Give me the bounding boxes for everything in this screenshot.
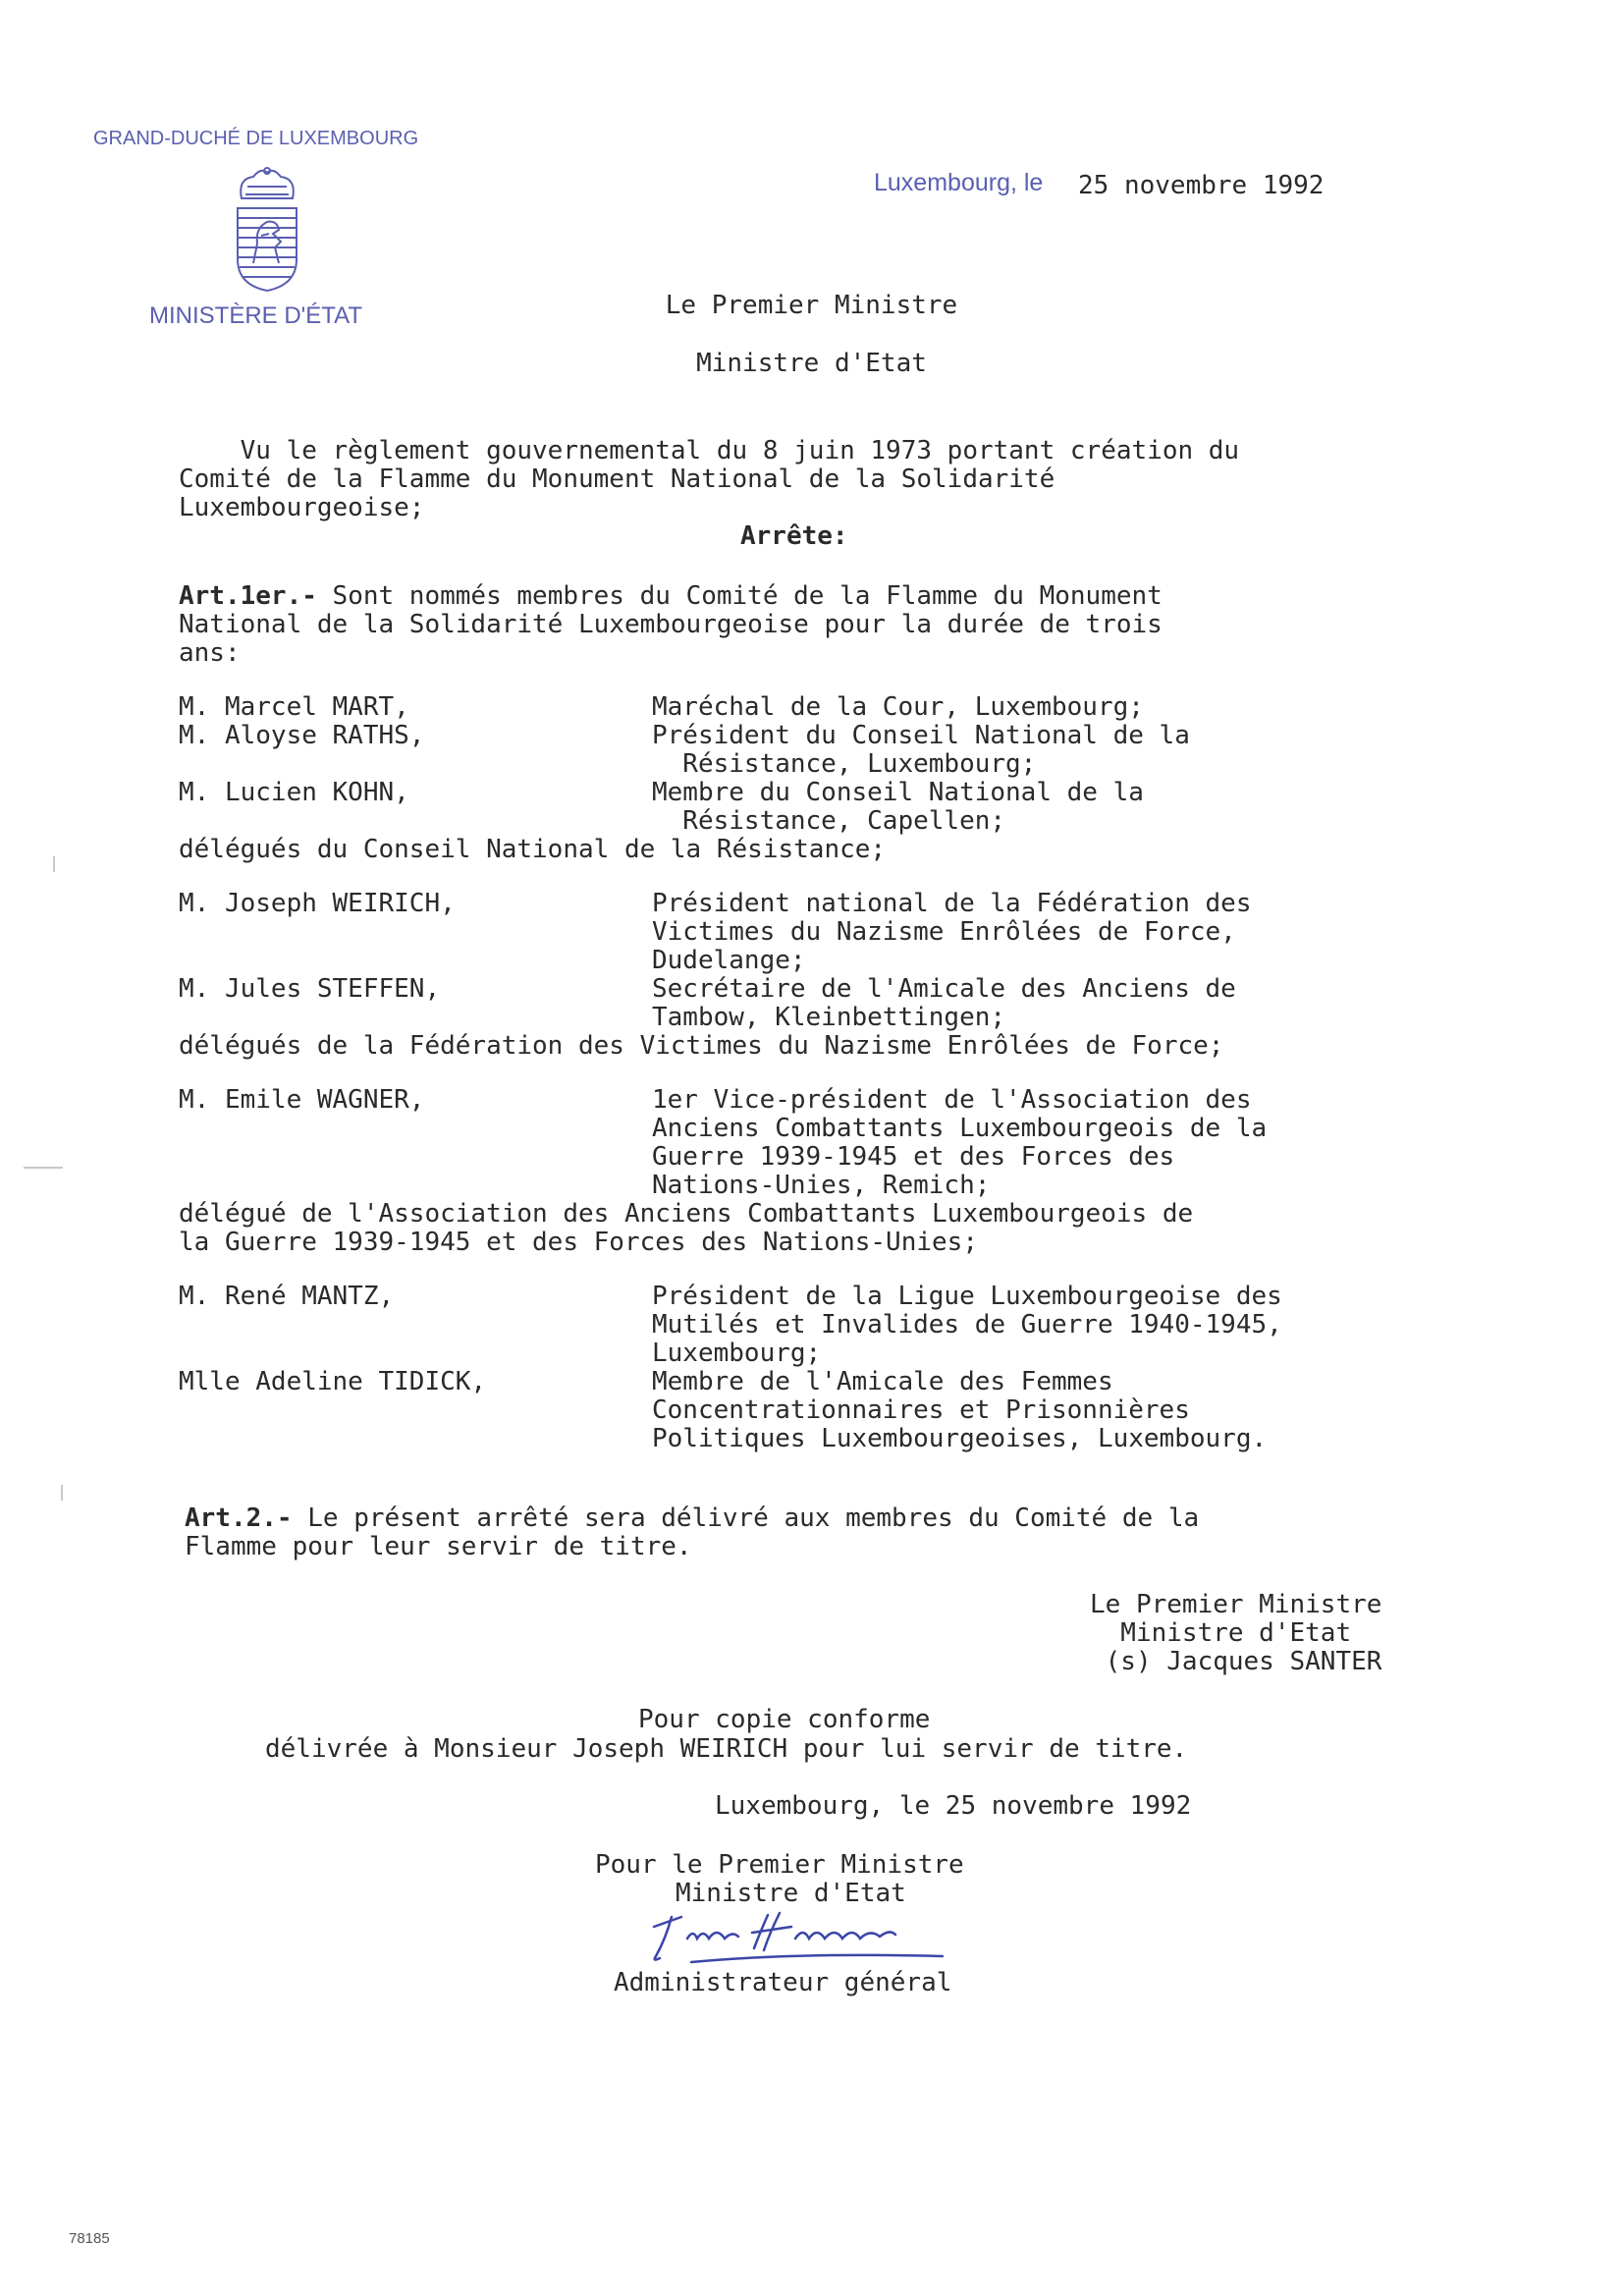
member-role: Dudelange; [652, 946, 806, 975]
article-2-line: Le présent arrêté sera délivré aux membres du Comité de la [292, 1503, 1200, 1533]
article-1-line: ans: [179, 638, 241, 668]
member-role: Tambow, Kleinbettingen; [652, 1003, 1006, 1032]
preamble-line: Comité de la Flamme du Monument National de la Solidarité [179, 465, 1055, 494]
article-2-line: Flamme pour leur servir de titre. [185, 1532, 692, 1561]
letterhead-country: GRAND-DUCHÉ DE LUXEMBOURG [93, 128, 419, 149]
preamble-line: Vu le règlement gouvernemental du 8 juin 1973 portant création du [179, 436, 1240, 465]
member-role: Concentrationnaires et Prisonnières [652, 1395, 1190, 1425]
signature-line: Le Premier Ministre [1090, 1590, 1382, 1619]
delegation-line: la Guerre 1939-1945 et des Forces des Nations-Unies; [179, 1228, 978, 1257]
delegation-line: délégués du Conseil National de la Résistance; [179, 835, 887, 864]
member-name: M. Lucien KOHN, [179, 778, 409, 807]
signature-for-minister: Pour le Premier Ministre [595, 1850, 964, 1880]
member-role: Président national de la Fédération des [652, 889, 1252, 918]
signature-line: Ministre d'Etat [1090, 1618, 1352, 1648]
title-ministre-etat: Ministre d'Etat [696, 349, 927, 378]
decree-word: Arrête: [740, 521, 848, 551]
delegation-line: délégués de la Fédération des Victimes du Nazisme Enrôlées de Force; [179, 1031, 1224, 1061]
member-role: Président du Conseil National de la [652, 721, 1190, 750]
article-2-label: Art.2.- [185, 1503, 293, 1533]
reference-number: 78185 [69, 2230, 110, 2247]
member-role: Luxembourg; [652, 1339, 822, 1368]
member-name: M. René MANTZ, [179, 1282, 395, 1311]
margin-mark [53, 856, 55, 872]
article-1-line: Sont nommés membres du Comité de la Flamme du Monument [316, 581, 1163, 611]
copy-conforme: Pour copie conforme [638, 1705, 931, 1734]
margin-mark [61, 1485, 63, 1501]
handwritten-signature [648, 1909, 972, 1970]
member-role: Membre de l'Amicale des Femmes [652, 1367, 1113, 1396]
member-role: Guerre 1939-1945 et des Forces des [652, 1142, 1175, 1172]
member-role: Victimes du Nazisme Enrôlées de Force, [652, 917, 1236, 947]
signature-title: Administrateur général [614, 1968, 952, 1997]
letterhead-date: 25 novembre 1992 [1078, 171, 1325, 200]
article-1-line: National de la Solidarité Luxembourgeoise pour la durée de trois [179, 610, 1163, 639]
copy-delivered: délivrée à Monsieur Joseph WEIRICH pour lui servir de titre. [265, 1734, 1188, 1764]
copy-place-date: Luxembourg, le 25 novembre 1992 [715, 1791, 1192, 1821]
member-role: Nations-Unies, Remich; [652, 1171, 991, 1200]
article-1-label: Art.1er.- [179, 581, 317, 611]
member-name: Mlle Adeline TIDICK, [179, 1367, 487, 1396]
margin-mark [24, 1167, 63, 1169]
member-name: M. Marcel MART, [179, 692, 409, 722]
member-role: Anciens Combattants Luxembourgeois de la [652, 1114, 1268, 1143]
member-role: Mutilés et Invalides de Guerre 1940-1945, [652, 1310, 1282, 1339]
member-role: Résistance, Capellen; [652, 806, 1006, 836]
member-role: Secrétaire de l'Amicale des Anciens de [652, 974, 1236, 1004]
member-role: Politiques Luxembourgeoises, Luxembourg. [652, 1424, 1268, 1453]
delegation-line: délégué de l'Association des Anciens Combattants Luxembourgeois de [179, 1199, 1194, 1229]
member-name: M. Emile WAGNER, [179, 1085, 425, 1115]
signature-line: (s) Jacques SANTER [1090, 1647, 1382, 1676]
member-name: M. Joseph WEIRICH, [179, 889, 456, 918]
letterhead-ministry: MINISTÈRE D'ÉTAT [149, 302, 363, 329]
signature-ministre-etat: Ministre d'Etat [676, 1879, 906, 1908]
member-name: M. Jules STEFFEN, [179, 974, 441, 1004]
member-role: Membre du Conseil National de la [652, 778, 1144, 807]
member-role: Résistance, Luxembourg; [652, 749, 1037, 779]
member-name: M. Aloyse RATHS, [179, 721, 425, 750]
preamble-line: Luxembourgeoise; [179, 493, 425, 522]
member-role: 1er Vice-président de l'Association des [652, 1085, 1252, 1115]
title-premier-ministre: Le Premier Ministre [665, 291, 958, 320]
member-role: Maréchal de la Cour, Luxembourg; [652, 692, 1144, 722]
member-role: Président de la Ligue Luxembourgeoise des [652, 1282, 1282, 1311]
letterhead-place: Luxembourg, le [874, 169, 1044, 196]
